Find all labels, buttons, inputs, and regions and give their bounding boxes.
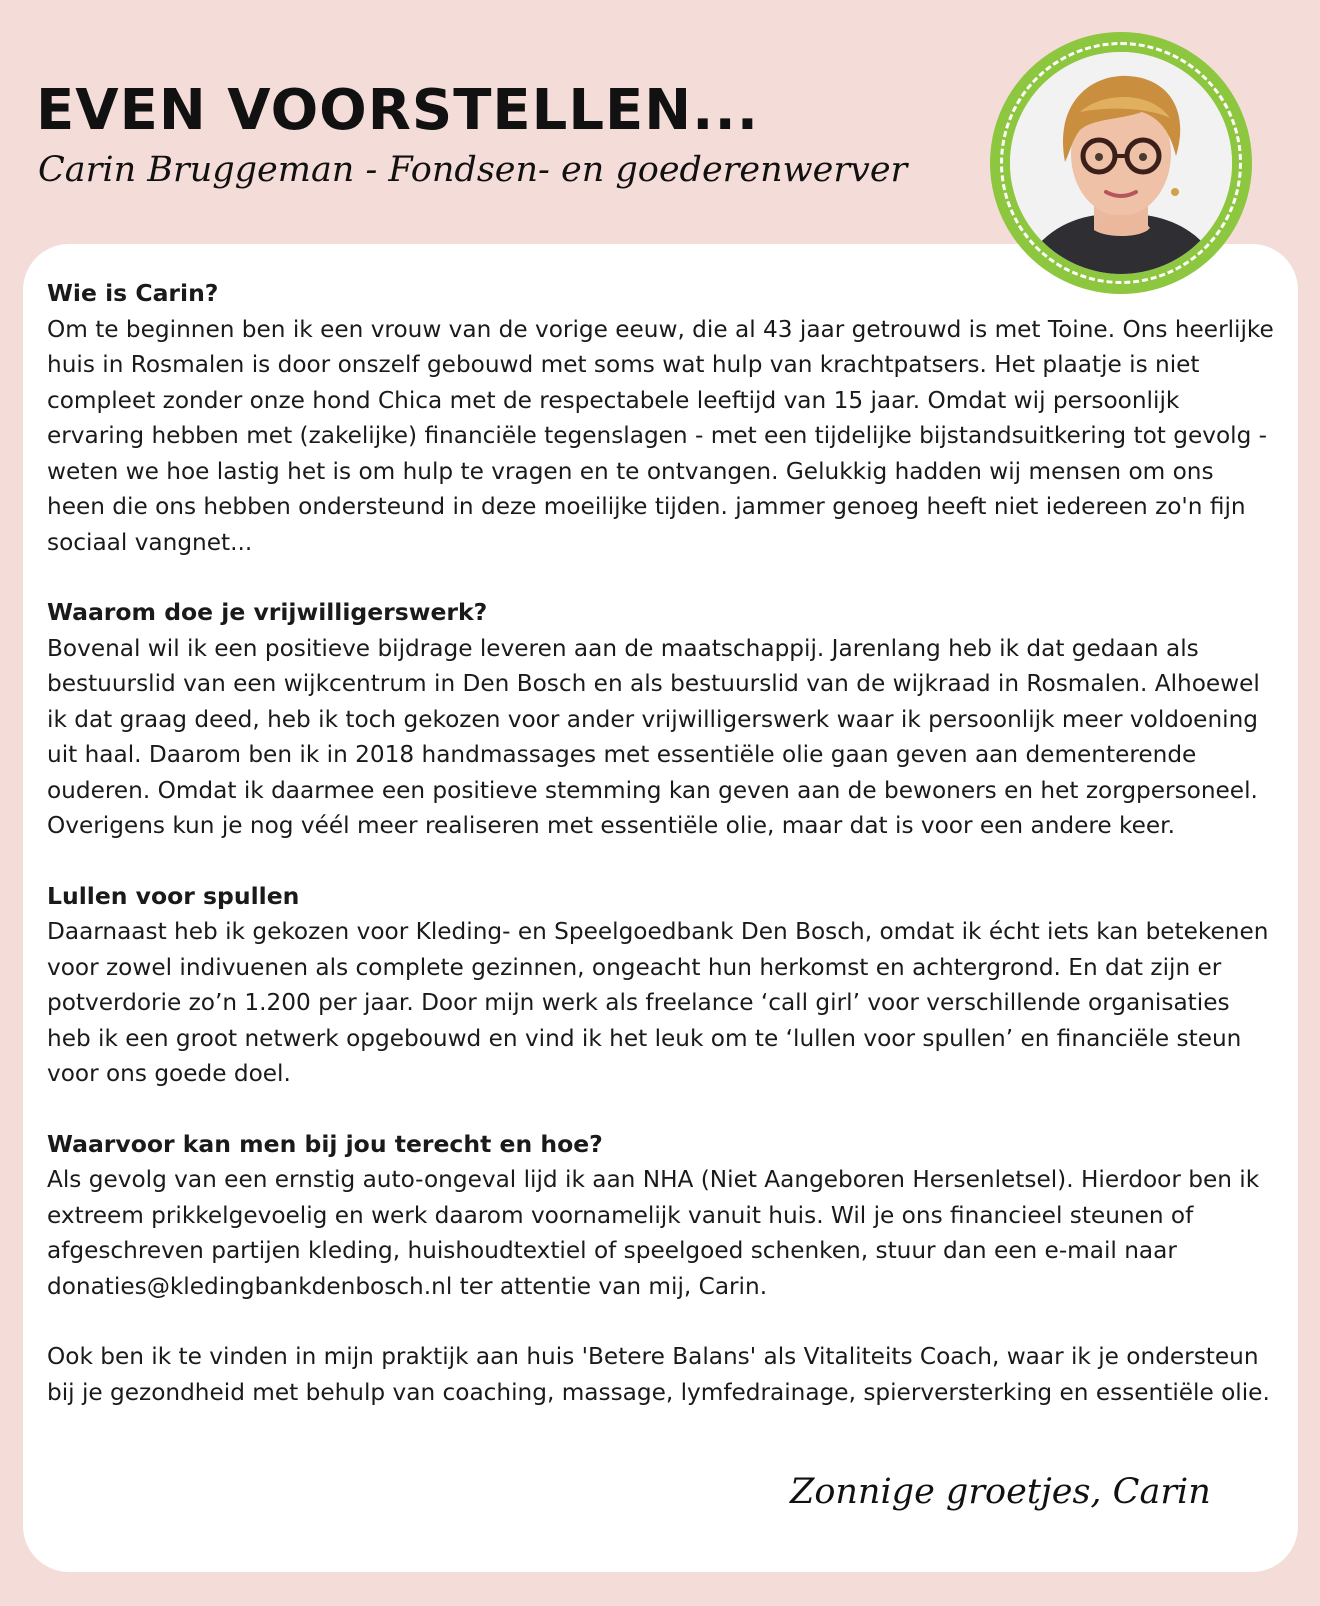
section-heading: Waarvoor kan men bij jou terecht en hoe? (47, 1129, 603, 1158)
section-lullen-voor-spullen (47, 879, 1277, 1092)
portrait-badge (990, 32, 1252, 294)
article-body (47, 276, 1277, 1445)
section-text: Daarnaast heb ik gekozen voor Kleding- en Speelgoedbank Den Bosch, omdat ik écht iets kan betekenen voor zowel indivuenen als complete gezinnen, ongeacht hun herkomst en achtergrond. En dat zijn er potverdorie zo’n 1.200 per jaar. Door mijn werk als freelance ‘call girl’ voor verschillende organisaties heb ik een groot netwerk opgebouwd en vind ik het leuk om te ‘lullen voor spullen’ en financiële steun voor ons goede doel. (47, 918, 1269, 1087)
section-heading: Lullen voor spullen (47, 881, 300, 910)
section-text: Ook ben ik te vinden in mijn praktijk aan huis 'Betere Balans' als Vitaliteits Coach, waar ik je ondersteun bij je gezondheid met behulp van coaching, massage, lymfedrainage, spierversterking en essentiële olie. (47, 1343, 1270, 1406)
portrait-photo-icon (1010, 52, 1232, 274)
section-wie-is-carin (47, 276, 1277, 560)
section-text: Bovenal wil ik een positieve bijdrage leveren aan de maatschappij. Jarenlang heb ik dat gedaan als bestuurslid van een wijkcentrum in Den Bosch en als bestuurslid van de wijkraad in Rosmalen. Alhoewel ik dat graag deed, heb ik toch gekozen voor ander vrijwilligerswerk waar ik persoonlijk meer voldoening uit haal. Daarom ben ik in 2018 handmassages met essentiële olie gaan geven aan dementerende ouderen. Omdat ik daarmee een positieve stemming kan geven aan de bewoners en het zorgpersoneel. Overigens kun je nog véél meer realiseren met essentiële olie, maar dat is voor een andere keer. (47, 634, 1260, 839)
page-subtitle: Carin Bruggeman - Fondsen- en goederenwerver (38, 150, 908, 190)
section-heading: Waarom doe je vrijwilligerswerk? (47, 598, 488, 626)
section-betere-balans (47, 1339, 1277, 1410)
section-waarvoor (47, 1127, 1277, 1305)
section-heading: Wie is Carin? (47, 279, 219, 307)
section-text: Als gevolg van een ernstig auto-ongeval lijd ik aan NHA (Niet Aangeboren Hersenletsel). Hierdoor ben ik extreem prikkelgevoelig en werk daarom voornamelijk vanuit huis. Wil je ons financieel steunen of afgeschreven partijen kleding, huishoudtextiel of speelgoed schenken, stuur dan een e-mail naar donaties@kledingbankdenbosch.nl ter attentie van mij, Carin. (47, 1166, 1260, 1300)
section-text: Om te beginnen ben ik een vrouw van de vorige eeuw, die al 43 jaar getrouwd is met Toine. Ons heerlijke huis in Rosmalen is door onszelf gebouwd met soms wat hulp van krachtpatsers. Het plaatje is niet compleet zonder onze hond Chica met de respectabele leeftijd van 15 jaar. Omdat wij persoonlijk ervaring hebben met (zakelijke) financiële tegenslagen - met een tijdelijke bijstandsuitkering tot gevolg - weten we hoe lastig het is om hulp te vragen en te ontvangen. Gelukkig hadden wij mensen om ons heen die ons hebben ondersteund in deze moeilijke tijden. jammer genoeg heeft niet iedereen zo'n fijn sociaal vangnet... (47, 315, 1274, 556)
page-title: EVEN VOORSTELLEN... (36, 78, 759, 143)
signoff: Zonnige groetjes, Carin (790, 1472, 1211, 1512)
section-vrijwilligerswerk (47, 595, 1277, 844)
